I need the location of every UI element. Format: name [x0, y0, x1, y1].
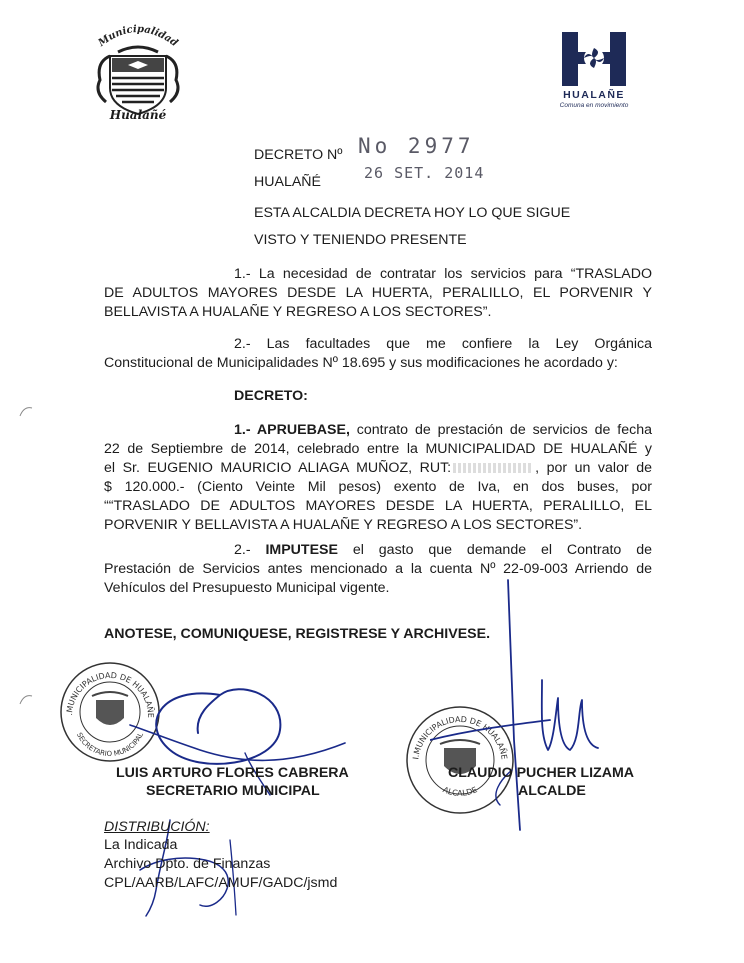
decreto-heading: DECRETO: [234, 388, 308, 404]
binder-hole-mark [18, 692, 34, 708]
article-1-line2: 22 de Septiembre de 2014, celebrado entre la MUNICIPALIDAD DE HUALAÑÉ y [104, 441, 652, 457]
hualane-h-icon [554, 30, 634, 88]
distribution-item: Archivo Dpto. de Finanzas [104, 856, 271, 872]
intro-line-decreta: ESTA ALCALDIA DECRETA HOY LO QUE SIGUE [254, 205, 571, 221]
considerando-1-line1: 1.- La necesidad de contratar los servicios para “TRASLADO [234, 266, 652, 282]
svg-text:ALCALDE: ALCALDE [441, 785, 479, 798]
intro-line-visto: VISTO Y TENIENDO PRESENTE [254, 232, 467, 248]
article-2-line2: Prestación de Servicios antes mencionado a la cuenta Nº 22-09-003 Arriendo de [104, 561, 652, 577]
decree-place: HUALAÑÉ [254, 174, 322, 190]
rut-suffix: , por un valor de [535, 460, 652, 476]
article-2-line1-rest: el gasto que demande el Contrato de [337, 542, 652, 558]
article-2-num: 2.- [234, 542, 251, 558]
closing-statement: ANOTESE, COMUNIQUESE, REGISTRESE Y ARCHIVESE. [104, 626, 491, 642]
hualane-brand-logo [554, 30, 634, 116]
considerando-1-line2: DE ADULTOS MAYORES DESDE LA HUERTA, PERALILLO, EL PORVENIR Y [104, 285, 652, 301]
decree-date-stamp: 26 SET. 2014 [364, 164, 485, 182]
svg-text:I.MUNICIPALIDAD DE HUALAÑE: I.MUNICIPALIDAD DE HUALAÑE [411, 714, 509, 761]
article-1-line6: PORVENIR Y BELLAVISTA A HUALAÑE Y REGRESO A LOS SECTORES”. [104, 517, 583, 533]
considerando-1-line3: BELLAVISTA A HUALAÑE Y REGRESO A LOS SECTORES”. [104, 304, 492, 320]
mayor-name: CLAUDIO PUCHER LIZAMA [448, 765, 635, 781]
svg-text:SECRETARIO MUNICIPAL: SECRETARIO MUNICIPAL [74, 731, 146, 759]
binder-hole-mark [18, 404, 34, 420]
article-1-line1 [104, 421, 652, 440]
article-1-line4: $ 120.000.- (Ciento Veinte Mil pesos) exento de Iva, en dos buses, por [104, 479, 652, 495]
mayor-title: ALCALDE [518, 783, 586, 799]
article-1 [104, 421, 652, 535]
distribution-list [104, 836, 337, 893]
article-2-line1 [104, 541, 652, 560]
article-1-line5: ““TRASLADO DE ADULTOS MAYORES DESDE LA HUERTA, PERALILLO, EL [104, 498, 652, 514]
article-1-lead: 1.- APRUEBASE, [234, 422, 350, 438]
svg-text:I.MUNICIPALIDAD DE HUALAÑE: .MUNICIPALIDAD DE HUALAÑE [64, 670, 156, 719]
article-2-line3: Vehículos del Presupuesto Municipal vigente. [104, 580, 390, 596]
municipal-coat-of-arms-logo [88, 18, 188, 130]
logo-bottom-text: Hualañé [109, 108, 167, 122]
article-2-lead: IMPUTESE [265, 542, 338, 558]
brand-name: HUALAÑE [563, 89, 625, 101]
distribution-item: La Indicada [104, 837, 178, 853]
distribution-item: CPL/AARB/LAFC/AMUF/GADC/jsmd [104, 875, 338, 891]
secretary-name: LUIS ARTURO FLORES CABRERA [116, 765, 349, 781]
decree-label: DECRETO Nº [254, 147, 343, 163]
secretary-title: SECRETARIO MUNICIPAL [146, 783, 320, 799]
rut-prefix: el Sr. EUGENIO MAURICIO ALIAGA MUÑOZ, RUT: [104, 460, 452, 476]
decree-number-stamp: No 2977 [358, 134, 475, 158]
considerando-2 [104, 335, 652, 373]
mayor-signature [430, 570, 630, 850]
considerando-2-line1: 2.- Las facultades que me confiere la Ley Orgánica [234, 336, 652, 352]
article-1-line3 [104, 459, 652, 478]
article-1-line1-rest: contrato de prestación de servicios de fecha [349, 422, 652, 438]
distribution-heading: DISTRIBUCIÓN: [104, 819, 210, 835]
brand-tagline: Comuna en movimiento [559, 102, 629, 109]
considerando-2-line2: Constitucional de Municipalidades Nº 18.695 y sus modificaciones he acordado y: [104, 355, 618, 371]
rut-redacted [453, 463, 533, 473]
svg-text:Municipalidad: Municipalidad [96, 23, 180, 50]
considerando-1 [104, 265, 652, 322]
